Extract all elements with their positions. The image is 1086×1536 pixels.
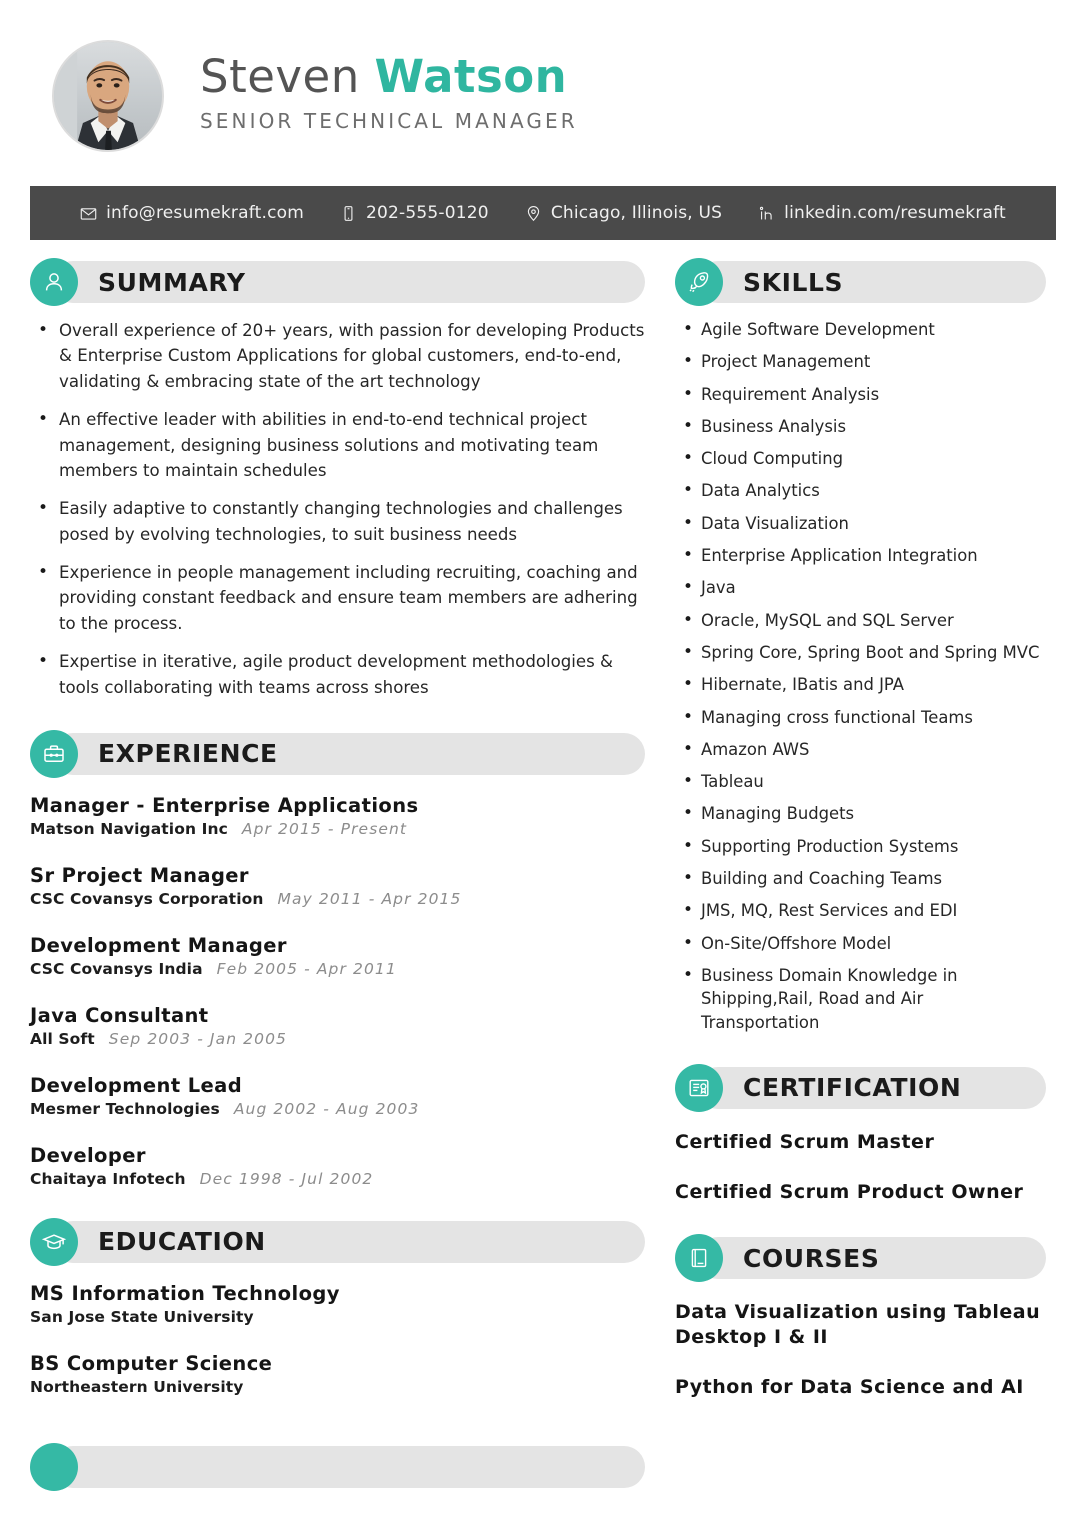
summary-section-header	[30, 258, 645, 306]
cutoff-section-header	[30, 1443, 645, 1491]
job-meta	[30, 1030, 645, 1048]
company-name: All Soft	[30, 1029, 95, 1048]
company-name: Matson Navigation Inc	[30, 819, 228, 838]
job-dates: Apr 2015 - Present	[241, 819, 408, 838]
list-item: • Expertise in iterative, agile product development methodologies & tools collaborating with teams across shores	[30, 649, 645, 700]
job-meta	[30, 820, 645, 838]
school-meta	[30, 1308, 645, 1326]
list-item: • Managing cross functional Teams	[675, 706, 1046, 729]
job-meta	[30, 1100, 645, 1118]
summary-title: SUMMARY	[98, 267, 246, 297]
avatar	[52, 40, 164, 152]
list-item: • Supporting Production Systems	[675, 835, 1046, 858]
list-item: • Managing Budgets	[675, 802, 1046, 825]
courses-section-header	[675, 1234, 1046, 1282]
contact-phone[interactable]	[340, 203, 489, 223]
job-dates: May 2011 - Apr 2015	[277, 889, 462, 908]
job-meta	[30, 960, 645, 978]
contact-linkedin[interactable]	[758, 203, 1006, 223]
experience-entry	[30, 1004, 645, 1048]
left-column	[30, 258, 645, 1396]
courses-title: COURSES	[743, 1243, 880, 1273]
experience-entry	[30, 1144, 645, 1188]
courses-list	[675, 1300, 1046, 1399]
contact-location[interactable]	[525, 203, 722, 223]
skills-title: SKILLS	[743, 267, 844, 297]
contact-linkedin-text: linkedin.com/resumekraft	[784, 203, 1006, 223]
list-item: • Oracle, MySQL and SQL Server	[675, 609, 1046, 632]
job-dates: Feb 2005 - Apr 2011	[216, 959, 397, 978]
education-section-header	[30, 1218, 645, 1266]
section-summary	[30, 258, 645, 700]
list-item: • Experience in people management including recruiting, coaching and providing constant feedback and ensure team members are adhering to the process.	[30, 560, 645, 636]
job-dates: Dec 1998 - Jul 2002	[199, 1169, 374, 1188]
job-meta	[30, 890, 645, 908]
section-experience	[30, 730, 645, 1188]
section-education	[30, 1218, 645, 1396]
list-item: • Easily adaptive to constantly changing technologies and challenges posed by evolving technologies, to suit business needs	[30, 496, 645, 547]
job-role-subtitle: SENIOR TECHNICAL MANAGER	[200, 108, 578, 133]
list-item: Python for Data Science and AI	[675, 1376, 1024, 1399]
list-item: • Business Domain Knowledge in Shipping,Rail, Road and Air Transportation	[675, 964, 1046, 1034]
company-name: CSC Covansys Corporation	[30, 889, 264, 908]
section-courses	[675, 1234, 1046, 1399]
company-name: Mesmer Technologies	[30, 1099, 220, 1118]
list-item: • Business Analysis	[675, 415, 1046, 438]
list-item: Certified Scrum Master	[675, 1130, 935, 1153]
resume-body	[0, 240, 1086, 1399]
certification-section-header	[675, 1064, 1046, 1112]
contact-email-text: info@resumekraft.com	[106, 203, 304, 223]
education-entry	[30, 1282, 645, 1326]
list-item: • Agile Software Development	[675, 318, 1046, 341]
graduation-cap-icon	[30, 1218, 78, 1266]
next-section-header-cutoff	[30, 1443, 645, 1491]
certification-list	[675, 1130, 1046, 1205]
list-item: • Building and Coaching Teams	[675, 867, 1046, 890]
list-item: • Amazon AWS	[675, 738, 1046, 761]
first-name: Steven	[200, 50, 375, 104]
experience-entry	[30, 1074, 645, 1118]
list-item: • Tableau	[675, 770, 1046, 793]
experience-title: EXPERIENCE	[98, 739, 278, 769]
experience-entry	[30, 864, 645, 908]
list-item: • Java	[675, 576, 1046, 599]
list-item: • Project Management	[675, 350, 1046, 373]
contact-phone-text: 202-555-0120	[366, 203, 489, 223]
education-entry-list	[30, 1282, 645, 1396]
list-item: • On-Site/Offshore Model	[675, 932, 1046, 955]
job-title: Manager - Enterprise Applications	[30, 793, 419, 817]
contact-email[interactable]	[80, 203, 304, 223]
job-title: Java Consultant	[30, 1003, 209, 1027]
company-name: Chaitaya Infotech	[30, 1169, 186, 1188]
list-item: • Requirement Analysis	[675, 383, 1046, 406]
profile-photo-icon	[54, 42, 162, 150]
right-column	[675, 258, 1046, 1399]
education-title: EDUCATION	[98, 1227, 266, 1257]
skills-section-header	[675, 258, 1046, 306]
name-block	[200, 50, 578, 139]
certificate-icon	[675, 1064, 723, 1112]
school-name: Northeastern University	[30, 1377, 244, 1396]
section-pill	[52, 1446, 645, 1488]
last-name: Watson	[374, 50, 568, 104]
job-dates: Aug 2002 - Aug 2003	[233, 1099, 420, 1118]
list-item: • Cloud Computing	[675, 447, 1046, 470]
school-meta	[30, 1378, 645, 1396]
location-pin-icon	[525, 205, 542, 222]
list-item: • An effective leader with abilities in end-to-end technical project management, designing business solutions and motivating team members to maintain schedules	[30, 407, 645, 483]
experience-entry-list	[30, 794, 645, 1188]
list-item: • Hibernate, IBatis and JPA	[675, 673, 1046, 696]
list-item: • Enterprise Application Integration	[675, 544, 1046, 567]
section-certification	[675, 1064, 1046, 1205]
contact-bar	[30, 186, 1056, 240]
experience-section-header	[30, 730, 645, 778]
job-dates: Sep 2003 - Jan 2005	[108, 1029, 287, 1048]
company-name: CSC Covansys India	[30, 959, 203, 978]
job-title: Developer	[30, 1143, 146, 1167]
job-title: Development Lead	[30, 1073, 243, 1097]
list-item: • Data Analytics	[675, 479, 1046, 502]
summary-bullet-list	[30, 318, 645, 700]
list-item: Certified Scrum Product Owner	[675, 1181, 1024, 1204]
certification-title: CERTIFICATION	[743, 1073, 962, 1103]
linkedin-icon	[758, 205, 775, 222]
job-meta	[30, 1170, 645, 1188]
list-item: • JMS, MQ, Rest Services and EDI	[675, 899, 1046, 922]
section-circle-icon	[30, 1443, 78, 1491]
list-item: • Overall experience of 20+ years, with passion for developing Products & Enterprise Custom Applications for global customers, end-to-end, validating & embracing state of the art technology	[30, 318, 645, 394]
experience-entry	[30, 794, 645, 838]
education-entry	[30, 1352, 645, 1396]
list-item: • Spring Core, Spring Boot and Spring MVC	[675, 641, 1046, 664]
envelope-icon	[80, 205, 97, 222]
school-name: San Jose State University	[30, 1307, 254, 1326]
briefcase-icon	[30, 730, 78, 778]
skills-list	[675, 318, 1046, 1034]
list-item: • Data Visualization	[675, 512, 1046, 535]
degree-title: MS Information Technology	[30, 1281, 340, 1305]
list-item: Data Visualization using Tableau Desktop I & II	[675, 1301, 1041, 1348]
experience-entry	[30, 934, 645, 978]
job-title: Sr Project Manager	[30, 863, 249, 887]
phone-icon	[340, 205, 357, 222]
resume-header	[0, 0, 1086, 186]
section-skills	[675, 258, 1046, 1034]
degree-title: BS Computer Science	[30, 1351, 273, 1375]
rocket-icon	[675, 258, 723, 306]
page-title	[200, 50, 578, 104]
job-title: Development Manager	[30, 933, 287, 957]
person-icon	[30, 258, 78, 306]
contact-location-text: Chicago, Illinois, US	[550, 203, 723, 223]
